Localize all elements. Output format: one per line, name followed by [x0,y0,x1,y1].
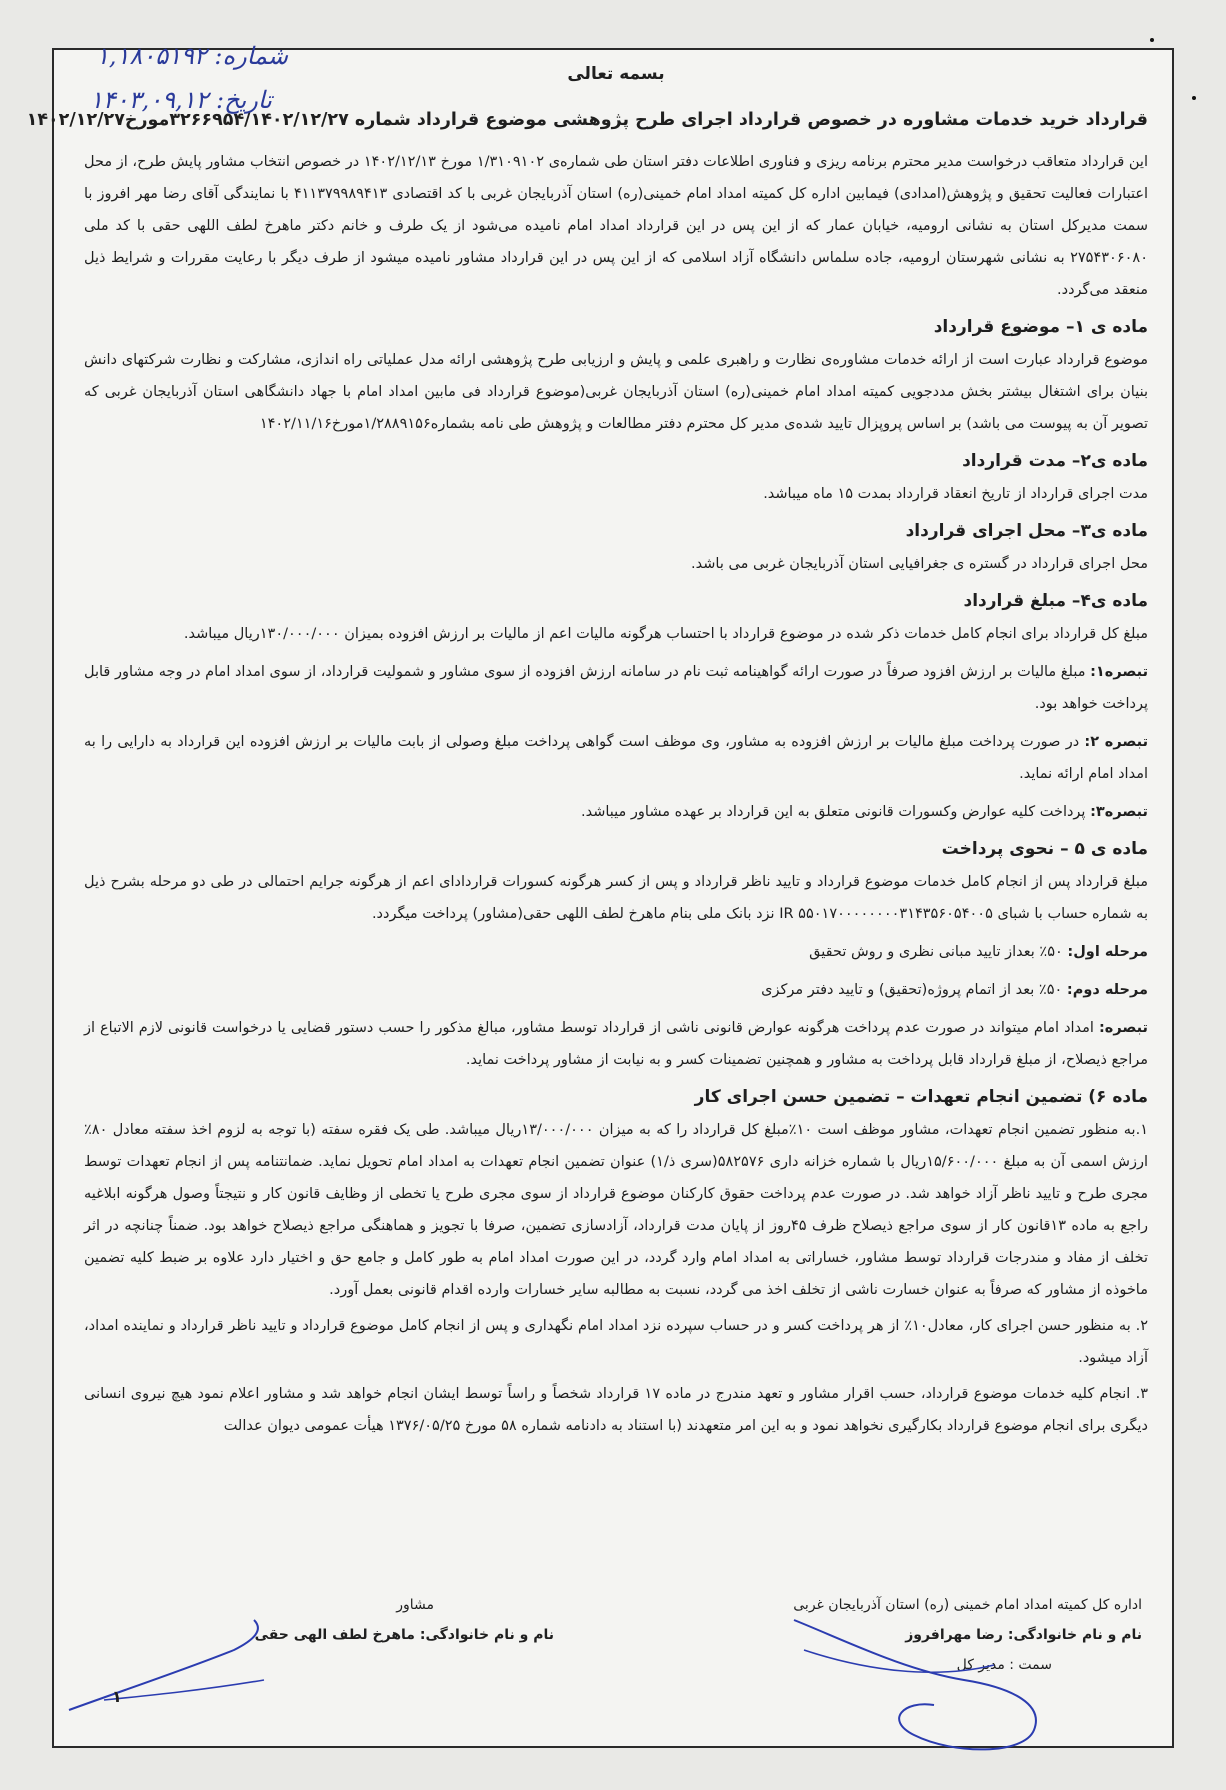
consultant-signature-icon [64,1610,294,1730]
article-1-text: موضوع قرارداد عبارت است از ارائه خدمات مشاوره‌ی نظارت و راهبری علمی و پایش و ارزیابی طرح پژوهشی ارائه مدل عملیاتی راه اندازی، مشارکت و نظارت شرکتهای دانش بنیان برای اشتغال بیشتر بخش مددجویی کمیته امداد امام خمینی(ره) استان آذربایجان غربی(موضوع قرارداد فی مابین امداد امام با جهاد دانشگاهی استان آذربایجان غربی که تصویر آن به پیوست می باشد) بر اساس پروپزال تایید شده‌ی مدیر کل محترم دفتر مطالعات و پژوهش طی نامه بشماره۱/۲۸۸۹۱۵۶مورخ۱۴۰۲/۱۱/۱۶ [84,352,1148,432]
article-6-clause-2: ۲. به منظور حسن اجرای کار، معادل۱۰٪ از هر پرداخت کسر و در حساب سپرده نزد امداد امام نگهداری و پس از انجام کامل موضوع قرارداد و تایید ناظر قرارداد و نماینده امداد، آزاد میشود. [84,1318,1149,1366]
article-1-heading: ماده ی ۱– موضوع قرارداد [933,317,1148,337]
stage-text: ۵۰٪ بعداز تایید مبانی نظری و روش تحقیق [809,944,1063,960]
note-label: تبصره: [1098,1020,1148,1036]
payment-stage-1 [84,936,1148,968]
signatory-role-consultant: مشاور [396,1597,434,1613]
note-text: مبلغ مالیات بر ارزش افزود صرفاً در صورت ارائه گواهینامه ثبت نام در سامانه ارزش افزوده از سوی مشاور و شمولیت قرارداد، از سوی امداد امام در وجه مشاور قابل پرداخت خواهد بود. [84,664,1148,712]
scan-speck [1150,38,1154,42]
article-6-heading: ماده ۶) تضمین انجام تعهدات – تضمین حسن اجرای کار [694,1087,1148,1107]
handwritten-date-value: ۱۴۰۳,۰۹,۱۲ [90,86,209,114]
handwritten-number-value: ۱,۱۸۰۵۱۹۲ [96,42,207,70]
document-body [26,64,1149,1446]
document-page [26,48,1174,1748]
article-6-clause-3: ۳. انجام کلیه خدمات موضوع قرارداد، حسب اقرار مشاور و تعهد مندرج در ماده ۱۷ قرارداد شخصاً و راساً توسط ایشان انجام خواهد شد و مشاور اعلام نمود هیچ نیروی انسانی دیگری برای انجام موضوع قرارداد بکارگیری نخواهد نمود و به این امر متعهدند (با استناد به دادنامه شماره ۵۸ مورخ ۱۳۷۶/۰۵/۲۵ هیأت عمومی دیوان عدالت [84,1386,1148,1434]
page-number: ۱ [112,1687,122,1706]
article-6-clause-1: ۱.به منظور تضمین انجام تعهدات، مشاور موظف است ۱۰٪مبلغ کل قرارداد را که به میزان ۱۳/۰۰۰/۰۰۰ریال میباشد. طی یک فقره سفته (با توجه به لزوم اخذ سفته معادل ۸۰٪ ارزش اسمی آن به مبلغ ۱۵/۶۰۰/۰۰۰ریال با شماره خزانه داری ۵۸۲۵۷۶(سری ذ/۱) عنوان تضمین انجام تعهدات به امداد امام تحویل نماید. ضمانتنامه پس از انجام تعهدات توسط مجری طرح و تایید ناظر آزاد خواهد شد. در صورت عدم پرداخت حقوق کارکنان موضوع قرارداد از سوی مجری طرح یا تخطی از وظایف قانون کار و نتیجتاً وصول هرگونه ابلاغیه راجع به ماده ۱۳قانون کار از سوی مراجع ذیصلاح ظرف ۴۵روز از پایان مدت قرارداد، آزادسازی تضمین، صرفا با تجویز و هماهنگی مراجع ذیصلاح خواهد بود. ضمناً چنانچه در اثر تخلف از مفاد و مندرجات قرارداد توسط مشاور، خساراتی به امداد امام وارد گردد، در این صورت امداد امام به طور کامل و جامع حق و اختیار دارد علاوه بر ضبط کلیه تضمین ماخوذه از مشاور که صرفاً به عنوان خسارت ناشی از تخلف اخذ می گردد، نسبت به مطالبه سایر خسارات وارده اقدام قانونی بعمل آورد. [84,1122,1149,1298]
note-text: پرداخت کلیه عوارض وکسورات قانونی متعلق به این قرارداد بر عهده مشاور میباشد. [581,804,1086,820]
intro-paragraph: این قرارداد متعاقب درخواست مدیر محترم برنامه ریزی و فناوری اطلاعات دفتر استان طی شماره‌ی ۱/۳۱۰۹۱۰۲ مورخ ۱۴۰۲/۱۲/۱۳ در خصوص انتخاب مشاور پایش طرح، از محل اعتبارات فعالیت تحقیق و پژوهش(امدادی) فیمابین اداره کل کمیته امداد امام خمینی(ره) استان آذربایجان غربی با کد اقتصادی ۴۱۱۳۷۹۹۸۹۴۱۳ با نمایندگی آقای رضا مهر افروز با سمت مدیرکل استان به نشانی ارومیه، خیابان عمار که از این پس در این قرارداد امداد امام نامیده می‌شود از یک طرف و خانم دکتر ماهرخ لطف اللهی حقی با کد ملی ۲۷۵۴۳۰۶۰۸۰ به نشانی شهرستان ارومیه، جاده سلماس دانشگاه آزاد اسلامی که از این پس در این قرارداد مشاور نامیده میشود از طرف دیگر با رعایت مقررات و شرایط ذیل منعقد می‌گردد. [84,154,1148,298]
article-4-note-2 [84,726,1148,790]
handwritten-number [96,42,288,70]
article-4-note-3 [84,796,1148,828]
article-3-text: محل اجرای قرارداد در گستره ی جغرافیایی استان آذربایجان غربی می باشد. [691,556,1148,572]
contract-title: قرارداد خرید خدمات مشاوره در خصوص قرارداد اجرای طرح پژوهشی موضوع قرارداد شماره ۳۲۶۶۹۵۴/۱۴۰۲/۱۲/۲۷مورخ۱۴۰۲/۱۲/۲۷ [26,110,1148,130]
signatory-organization: اداره کل کمیته امداد امام خمینی (ره) استان آذربایجان غربی [793,1597,1142,1613]
article-4-note-1 [84,656,1148,720]
document-heading: بسمه تعالی [567,64,665,84]
signatory-name-consultant: نام و نام خانوادگی: ماهرخ لطف الهی حقی [254,1627,554,1643]
note-label: تبصره ۲: [1084,734,1149,750]
note-text: در صورت پرداخت مبلغ مالیات بر ارزش افزوده به مشاور، وی موظف است گواهی پرداخت مبلغ وصولی از بابت مالیات بر ارزش افزوده این قرارداد به دارایی را به امداد امام ارائه نماید. [84,734,1148,782]
handwritten-date-label: تاریخ: [216,86,272,114]
article-3-heading: ماده ی۳– محل اجرای قرارداد [905,521,1148,541]
note-label: تبصره۳: [1090,804,1148,820]
stage-label: مرحله اول: [1067,944,1148,960]
article-2-text: مدت اجرای قرارداد از تاریخ انعقاد قرارداد بمدت ۱۵ ماه میباشد. [763,486,1148,502]
note-text: امداد امام میتواند در صورت عدم پرداخت هرگونه عوارض قانونی ناشی از قرارداد توسط مشاور، مبالغ مذکور را حسب دستور قضایی یا درخواست قانونی لازم الاتباع از مراجع ذیصلاح، از مبلغ قرارداد قابل پرداخت به مشاور و همچنین تضمینات کسر و به نیابت از مشاور پرداخت نماید. [84,1020,1148,1068]
stage-label: مرحله دوم: [1066,982,1148,998]
stage-text: ۵۰٪ بعد از اتمام پروژه(تحقیق) و تایید دفتر مرکزی [761,982,1063,998]
note-label: تبصره۱: [1090,664,1149,680]
director-signature-icon [784,1610,1064,1760]
article-4-heading: ماده ی۴– مبلغ قرارداد [963,591,1148,611]
signatory-position: سمت : مدیر کل [956,1657,1052,1673]
handwritten-date [90,86,272,114]
article-5-heading: ماده ی ۵ – نحوی پرداخت [941,839,1148,859]
article-5-note [84,1012,1148,1076]
scan-speck [1192,96,1196,100]
article-4-text: مبلغ کل قرارداد برای انجام کامل خدمات ذکر شده در موضوع قرارداد با احتساب هرگونه مالیات اعم از مالیات بر ارزش افزوده بمیزان ۱۳۰/۰۰۰/۰۰۰ریال میباشد. [183,626,1148,642]
handwritten-number-label: شماره: [214,42,288,70]
article-2-heading: ماده ی۲– مدت قرارداد [962,451,1148,471]
article-5-text: مبلغ قرارداد پس از انجام کامل خدمات موضوع قرارداد و تایید ناظر قرارداد و پس از کسر هرگونه کسورات قراردادای اعم از هرگونه جرایم احتمالی در طی دو مرحله بشرح ذیل به شماره حساب با شبای IR ۵۵۰۱۷۰۰۰۰۰۰۰۰۳۱۴۳۵۶۰۵۴۰۰۵ نزد بانک ملی بنام ماهرخ لطف اللهی حقی(مشاور) پرداخت میگردد. [84,874,1148,922]
signatory-name-director: نام و نام خانوادگی: رضا مهرافروز [905,1627,1142,1643]
payment-stage-2 [84,974,1148,1006]
article-6-clauses [84,1114,1148,1442]
